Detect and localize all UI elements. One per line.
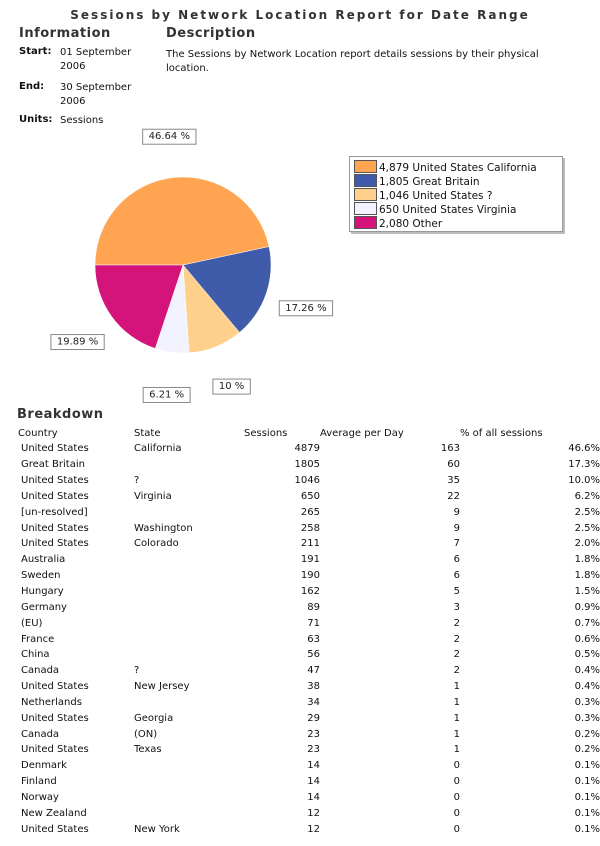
cell-percent: 0.3% <box>574 712 600 724</box>
col-header-percent: % of all sessions <box>460 428 543 439</box>
cell-state <box>134 504 244 520</box>
cell-percent: 2.0% <box>574 538 600 550</box>
table-row <box>18 441 600 457</box>
cell-country: (EU) <box>21 617 43 629</box>
cell-percent: 10.0% <box>568 475 600 487</box>
cell-country: Great Britain <box>21 459 85 471</box>
pie-percent-text: 6.21 % <box>149 389 185 401</box>
table-row <box>18 489 600 505</box>
cell-sessions: 12 <box>307 807 320 819</box>
legend-item <box>354 160 537 174</box>
cell-percent: 2.5% <box>574 522 600 534</box>
table-row <box>18 504 600 520</box>
cell-percent: 6.2% <box>574 490 600 502</box>
end-value: 30 September 2006 <box>60 82 132 107</box>
cell-percent: 0.1% <box>574 760 600 772</box>
cell-average: 2 <box>453 617 460 629</box>
cell-country: United States <box>21 475 89 487</box>
cell-state <box>134 695 244 711</box>
cell-sessions: 47 <box>307 665 320 677</box>
col-header-country: Country <box>18 428 58 439</box>
cell-sessions: 650 <box>300 490 320 502</box>
cell-average: 0 <box>453 807 460 819</box>
cell-country: Norway <box>21 791 59 803</box>
cell-average: 1 <box>453 681 460 693</box>
pie-percent-text: 19.89 % <box>56 336 99 348</box>
pie-percent-label <box>143 129 196 144</box>
cell-state: California <box>134 443 182 455</box>
cell-sessions: 38 <box>307 681 320 693</box>
legend-swatch <box>354 202 377 215</box>
start-label: Start: <box>19 46 52 57</box>
pie-percent-label <box>143 387 190 402</box>
table-row <box>18 473 600 489</box>
cell-average: 1 <box>453 696 460 708</box>
cell-average: 3 <box>453 601 460 613</box>
cell-percent: 0.4% <box>574 681 600 693</box>
cell-sessions: 1046 <box>294 475 320 487</box>
cell-sessions: 12 <box>307 823 320 835</box>
table-row <box>18 679 600 695</box>
cell-country: China <box>21 649 50 661</box>
legend-label: 1,805 Great Britain <box>379 176 480 188</box>
cell-average: 1 <box>453 728 460 740</box>
cell-sessions: 56 <box>307 649 320 661</box>
cell-percent: 0.4% <box>574 665 600 677</box>
cell-country: United States <box>21 681 89 693</box>
cell-percent: 0.1% <box>574 807 600 819</box>
cell-country: France <box>21 633 55 645</box>
cell-average: 9 <box>453 506 460 518</box>
cell-average: 1 <box>453 744 460 756</box>
cell-country: United States <box>21 538 89 550</box>
legend-item <box>354 174 480 188</box>
cell-average: 22 <box>447 490 460 502</box>
description-heading: Description <box>166 26 256 41</box>
table-row <box>18 742 600 758</box>
cell-sessions: 191 <box>300 554 320 566</box>
cell-average: 7 <box>453 538 460 550</box>
table-row <box>18 647 600 663</box>
table-row <box>18 758 600 774</box>
legend-item <box>354 188 492 202</box>
cell-state <box>134 568 244 584</box>
cell-sessions: 63 <box>307 633 320 645</box>
cell-state: New Jersey <box>134 681 190 693</box>
cell-average: 60 <box>447 459 460 471</box>
cell-percent: 17.3% <box>568 459 600 471</box>
cell-state <box>134 599 244 615</box>
start-value: 01 September 2006 <box>60 47 132 72</box>
cell-sessions: 162 <box>300 586 320 598</box>
cell-state: Colorado <box>134 538 179 550</box>
table-row <box>18 457 600 473</box>
table-row <box>18 821 600 837</box>
cell-sessions: 14 <box>307 791 320 803</box>
cell-state: New York <box>134 823 180 835</box>
cell-country: Finland <box>21 776 57 788</box>
cell-state <box>134 758 244 774</box>
pie-percent-text: 46.64 % <box>148 131 190 143</box>
table-row <box>18 726 600 742</box>
cell-state: Washington <box>134 522 193 534</box>
legend-swatch <box>354 216 377 229</box>
legend-swatch <box>354 160 377 173</box>
cell-sessions: 23 <box>307 728 320 740</box>
cell-state: ? <box>134 665 140 677</box>
cell-state <box>134 552 244 568</box>
cell-country: New Zealand <box>21 807 87 819</box>
description-text: The Sessions by Network Location report details sessions by their physical location. <box>166 49 539 74</box>
cell-average: 35 <box>447 475 460 487</box>
cell-average: 9 <box>453 522 460 534</box>
information-heading: Information <box>19 26 111 41</box>
cell-percent: 0.5% <box>574 649 600 661</box>
breakdown-heading: Breakdown <box>17 407 104 422</box>
cell-country: United States <box>21 522 89 534</box>
legend-label: 2,080 Other <box>379 218 443 230</box>
pie-percent-label <box>279 301 332 316</box>
cell-country: Hungary <box>21 586 64 598</box>
cell-state <box>134 774 244 790</box>
cell-average: 0 <box>453 823 460 835</box>
cell-country: Germany <box>21 601 67 613</box>
cell-average: 5 <box>453 586 460 598</box>
cell-percent: 0.1% <box>574 791 600 803</box>
cell-country: [un-resolved] <box>21 506 88 518</box>
cell-average: 2 <box>453 649 460 661</box>
table-row <box>18 615 600 631</box>
table-row <box>18 695 600 711</box>
col-header-state: State <box>134 428 161 439</box>
cell-state <box>134 805 244 821</box>
table-row <box>18 552 600 568</box>
cell-sessions: 23 <box>307 744 320 756</box>
units-value: Sessions <box>60 115 104 126</box>
table-row <box>18 599 600 615</box>
cell-state <box>134 615 244 631</box>
report-title: Sessions by Network Location Report for Date Range <box>70 8 530 22</box>
table-row <box>18 536 600 552</box>
cell-country: Canada <box>21 665 60 677</box>
cell-percent: 1.8% <box>574 570 600 582</box>
cell-state <box>134 631 244 647</box>
pie-percent-label <box>213 379 250 394</box>
cell-average: 2 <box>453 633 460 645</box>
cell-country: Denmark <box>21 760 67 772</box>
col-header-average: Average per Day <box>320 428 404 439</box>
pie-percent-text: 10 % <box>218 381 245 393</box>
legend-swatch <box>354 188 377 201</box>
cell-percent: 0.3% <box>574 696 600 708</box>
pie-percent-text: 17.26 % <box>285 302 327 314</box>
cell-percent: 2.5% <box>574 506 600 518</box>
cell-sessions: 14 <box>307 776 320 788</box>
cell-sessions: 258 <box>300 522 320 534</box>
cell-sessions: 89 <box>307 601 320 613</box>
table-row <box>18 584 600 600</box>
cell-percent: 0.2% <box>574 744 600 756</box>
cell-sessions: 29 <box>307 712 320 724</box>
table-row <box>18 568 600 584</box>
cell-average: 0 <box>453 760 460 772</box>
cell-average: 0 <box>453 791 460 803</box>
table-row <box>18 790 600 806</box>
pie-slice <box>95 177 269 265</box>
cell-state: ? <box>134 475 140 487</box>
legend-label: 4,879 United States California <box>379 162 537 174</box>
cell-average: 163 <box>440 443 460 455</box>
cell-percent: 46.6% <box>568 443 600 455</box>
legend-item <box>354 202 516 216</box>
cell-country: Canada <box>21 728 60 740</box>
table-header-row <box>18 426 600 441</box>
legend-item <box>354 216 442 230</box>
cell-country: United States <box>21 443 89 455</box>
table-row <box>18 774 600 790</box>
cell-sessions: 71 <box>307 617 320 629</box>
cell-sessions: 1805 <box>294 459 320 471</box>
cell-percent: 0.7% <box>574 617 600 629</box>
cell-percent: 0.2% <box>574 728 600 740</box>
table-row <box>18 520 600 536</box>
cell-state: (ON) <box>134 728 158 740</box>
legend-label: 1,046 United States ? <box>379 190 493 202</box>
cell-sessions: 14 <box>307 760 320 772</box>
legend-label: 650 United States Virginia <box>379 204 517 216</box>
cell-percent: 0.6% <box>574 633 600 645</box>
cell-sessions: 190 <box>300 570 320 582</box>
cell-country: United States <box>21 712 89 724</box>
cell-state <box>134 584 244 600</box>
col-header-sessions: Sessions <box>244 428 288 439</box>
cell-state: Georgia <box>134 712 174 724</box>
cell-state <box>134 647 244 663</box>
end-label: End: <box>19 81 45 92</box>
table-row <box>18 710 600 726</box>
legend-swatch <box>354 174 377 187</box>
cell-percent: 0.9% <box>574 601 600 613</box>
chart-legend <box>349 156 563 232</box>
cell-state: Texas <box>134 744 162 756</box>
cell-average: 6 <box>453 554 460 566</box>
cell-percent: 1.5% <box>574 586 600 598</box>
cell-country: United States <box>21 744 89 756</box>
cell-average: 1 <box>453 712 460 724</box>
cell-average: 6 <box>453 570 460 582</box>
table-row <box>18 663 600 679</box>
cell-state: Virginia <box>134 490 172 502</box>
cell-sessions: 34 <box>307 696 320 708</box>
cell-sessions: 265 <box>300 506 320 518</box>
cell-state <box>134 790 244 806</box>
cell-country: United States <box>21 823 89 835</box>
cell-country: Australia <box>21 554 66 566</box>
table-row <box>18 805 600 821</box>
cell-percent: 0.1% <box>574 776 600 788</box>
cell-percent: 1.8% <box>574 554 600 566</box>
pie-percent-label <box>51 335 104 350</box>
cell-state <box>134 457 244 473</box>
cell-country: United States <box>21 490 89 502</box>
table-row <box>18 631 600 647</box>
breakdown-table <box>18 426 600 837</box>
cell-sessions: 4879 <box>294 443 320 455</box>
cell-percent: 0.1% <box>574 823 600 835</box>
cell-sessions: 211 <box>300 538 320 550</box>
cell-country: Netherlands <box>21 696 82 708</box>
cell-average: 2 <box>453 665 460 677</box>
units-label: Units: <box>19 114 53 125</box>
cell-average: 0 <box>453 776 460 788</box>
cell-country: Sweden <box>21 570 61 582</box>
